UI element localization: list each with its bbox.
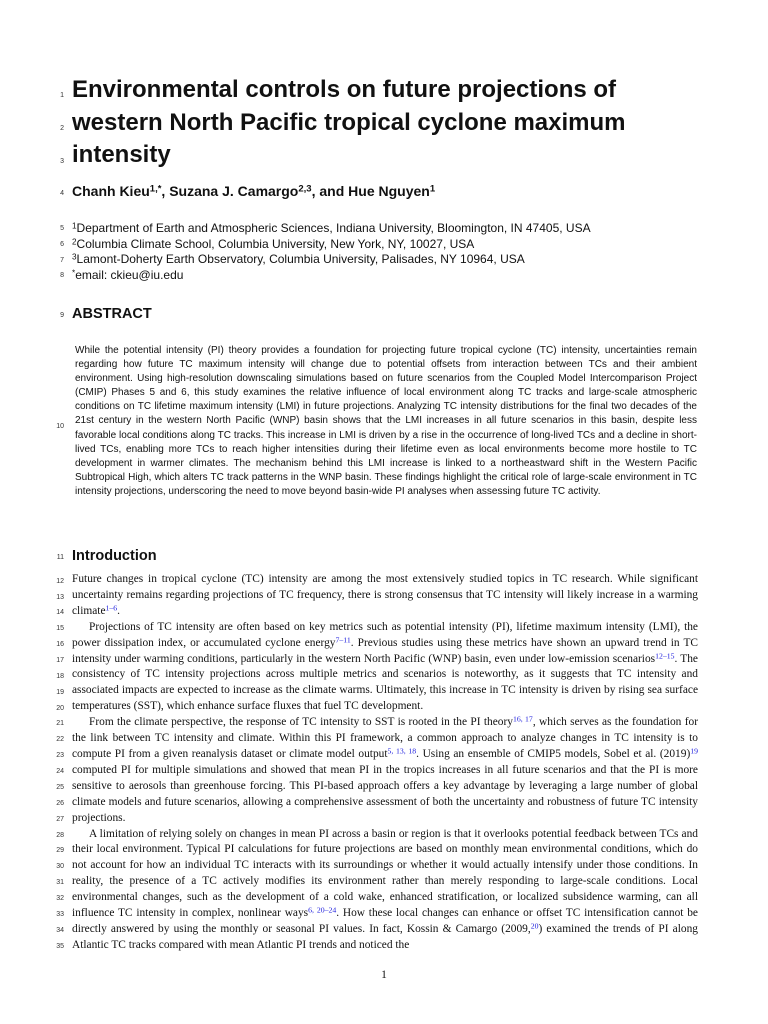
body-text-run: From the climate perspective, the response of TC intensity to SST is rooted in the PI theory bbox=[89, 716, 513, 729]
author-affiliation-mark: 1,* bbox=[149, 183, 162, 195]
author-name: Suzana J. Camargo bbox=[169, 183, 299, 199]
citation-link[interactable]: 1–6 bbox=[105, 603, 118, 613]
section-heading-introduction: Introduction bbox=[72, 548, 157, 564]
affiliation-text: Columbia Climate School, Columbia University, New York, NY, 10027, USA bbox=[76, 237, 475, 251]
body-text-run: A limitation of relying solely on changes in mean PI across a basin or region is that it overlooks potential feedback between TCs and their local environment. Typical PI calculations for future projections are based on monthly mean environmental conditions, which do not account for how an individual TC interacts with its surroundings or whether it would actually intensify under those conditions. In reality, the presence of a TC actively modifies its environment rather than merely responding to large-scale conditions. Local environmental changes, such as the development of a cold wake, enhanced stratification, or localized subsidence warming, can all influence TC intensity in complex, nonlinear ways bbox=[72, 827, 698, 920]
body-text-run: . Using an ensemble of CMIP5 models, Sobel et al. (2019) bbox=[416, 747, 691, 760]
body-text-run: . bbox=[117, 604, 121, 617]
line-number: 18 bbox=[56, 673, 64, 680]
line-number: 25 bbox=[56, 784, 64, 791]
body-text-run: Future changes in tropical cyclone (TC) intensity are among the most extensively studied topics in TC research. While significant uncertainty remains regarding projections of TC frequency, there is strong consensus that TC intensity will likely increase in a warming climate bbox=[72, 573, 698, 617]
email-text: email: ckieu@iu.edu bbox=[75, 268, 184, 282]
abstract-heading: ABSTRACT bbox=[72, 306, 152, 322]
line-number: 1 bbox=[60, 92, 64, 99]
line-number: 3 bbox=[60, 158, 64, 165]
paper-title: Environmental controls on future projections of western North Pacific tropical cyclone maximum intensity bbox=[72, 76, 626, 168]
author-name: Hue Nguyen bbox=[348, 183, 430, 199]
author-affiliation-mark: 1 bbox=[429, 183, 436, 195]
body-text-run: , which serves as the foundation for the link between TC intensity and climate. Within this PI framework, a common approach to analyze changes in TC intensity is to compute PI from a given reanalysis dataset or climate model output bbox=[72, 716, 698, 760]
line-number: 6 bbox=[60, 241, 64, 248]
line-number: 31 bbox=[56, 879, 64, 886]
citation-link[interactable]: 5, 13, 18 bbox=[387, 746, 417, 756]
line-number: 35 bbox=[56, 943, 64, 950]
body-text-run: ) examined the trends of PI along Atlantic TC tracks compared with mean Atlantic PI trends and noticed the bbox=[72, 922, 698, 951]
line-number: 32 bbox=[56, 895, 64, 902]
line-number: 11 bbox=[56, 554, 64, 561]
body-paragraph bbox=[72, 715, 698, 826]
line-number: 30 bbox=[56, 863, 64, 870]
body-text-run: . How these local changes can enhance or offset TC intensification cannot be directly answered by using the monthly or seasonal PI values. In fact, Kossin & Camargo (2009, bbox=[72, 907, 698, 935]
line-number: 13 bbox=[56, 594, 64, 601]
body-text-run: . The consistency of TC intensity projections across multiple metrics and scenarios is noteworthy, as it suggests that TC intensity and associated impacts are expected to increase as the climate warms. Ultimately, this increase in TC intensity is driven by rising sea surface temperatures (SST), which enhance surface fluxes that fuel TC development. bbox=[72, 652, 698, 713]
page-number: 1 bbox=[381, 969, 387, 981]
affiliation-mark: 2 bbox=[72, 237, 77, 247]
line-number: 26 bbox=[56, 800, 64, 807]
line-number: 27 bbox=[56, 816, 64, 823]
line-number: 24 bbox=[56, 768, 64, 775]
affiliation-mark: * bbox=[72, 268, 76, 278]
line-number: 19 bbox=[56, 689, 64, 696]
author-list bbox=[72, 183, 435, 199]
line-number: 15 bbox=[56, 625, 64, 632]
line-number: 5 bbox=[60, 225, 64, 232]
body-paragraph bbox=[72, 827, 698, 954]
line-number: 9 bbox=[60, 312, 64, 319]
corresponding-email bbox=[72, 268, 183, 282]
citation-link[interactable]: 12–15 bbox=[655, 651, 675, 661]
line-number: 22 bbox=[56, 736, 64, 743]
line-number: 29 bbox=[56, 847, 64, 854]
affiliation-text: Department of Earth and Atmospheric Sciences, Indiana University, Bloomington, IN 47405, USA bbox=[76, 221, 591, 235]
body-text-run: computed PI for multiple simulations and showed that mean PI in the tropics increases in all future scenarios and that the PI is more sensitive to aerosols than greenhouse forcing. This PI-based approach offers a key advantage by leveraging a large number of global climate models and future scenarios, allowing a comprehensive assessment of both the uncertainty and robustness of future TC intensity projections. bbox=[72, 763, 698, 824]
abstract-body: While the potential intensity (PI) theory provides a foundation for projecting future tropical cyclone (TC) intensity, uncertainties remain regarding how future TC maximum intensity will change due to potential offsets from interaction between TCs and their ambient environment. Using high-resolution downscaling simulations based on future scenarios from the Coupled Model Intercomparison Project (CMIP) Phases 5 and 6, this study examines the relative influence of local environment along TC tracks and large-scale atmospheric conditions on TC lifetime maximum intensity (LMI) in future projections. Analyzing TC intensity distributions for the final two decades of the 21st century in the western North Pacific (WNP) basin shows that the LMI increases in all future scenarios in this basin, despite less favorable local conditions along TC tracks. This increase in LMI is driven by a rise in the occurrence of long-lived TCs and a decline in short-lived TCs, enabling more TCs to reach higher intensities during their lifetime even as local environments become more hostile to TC development in warmer climates. The mechanism behind this LMI increase is linked to a northeastward shift in the Western Pacific Subtropical High, which alters TC track patterns in the WNP basin. These findings highlight the critical role of large-scale environment in TC intensity projections, underscoring the need to move beyond basin-wide PI analyses when assessing future TC activity. bbox=[75, 345, 697, 497]
affiliation-text: Lamont-Doherty Earth Observatory, Columbia University, Palisades, NY 10964, USA bbox=[76, 252, 525, 266]
affiliation-mark: 3 bbox=[72, 252, 77, 262]
citation-link[interactable]: 16, 17 bbox=[512, 714, 533, 724]
affiliation bbox=[72, 252, 525, 266]
citation-link[interactable]: 20 bbox=[530, 921, 539, 931]
line-number: 2 bbox=[60, 125, 64, 132]
line-number: 14 bbox=[56, 609, 64, 616]
author-name: Chanh Kieu bbox=[72, 183, 150, 199]
affiliation bbox=[72, 237, 474, 251]
line-number: 10 bbox=[56, 423, 64, 430]
line-number: 8 bbox=[60, 272, 64, 279]
body-text-run: . Previous studies using these metrics have shown an upward trend in TC intensity under warming conditions, particularly in the western North Pacific (WNP) basin, even under low-emission scenarios bbox=[72, 636, 698, 665]
author-separator: , and bbox=[311, 183, 349, 199]
line-number: 28 bbox=[56, 832, 64, 839]
citation-link[interactable]: 19 bbox=[690, 746, 698, 756]
body-text bbox=[72, 572, 698, 954]
body-paragraph bbox=[72, 572, 698, 620]
author-separator: , bbox=[161, 183, 170, 199]
line-number: 21 bbox=[56, 720, 64, 727]
citation-link[interactable]: 7–11 bbox=[335, 635, 351, 645]
line-number: 34 bbox=[56, 927, 64, 934]
citation-link[interactable]: 6, 20–24 bbox=[308, 905, 337, 915]
line-number: 20 bbox=[56, 705, 64, 712]
line-number: 17 bbox=[56, 657, 64, 664]
line-number: 16 bbox=[56, 641, 64, 648]
affiliation-mark: 1 bbox=[72, 221, 77, 231]
body-paragraph bbox=[72, 620, 698, 715]
affiliation bbox=[72, 221, 591, 235]
author-affiliation-mark: 2,3 bbox=[298, 183, 312, 195]
line-number: 7 bbox=[60, 257, 64, 264]
line-number: 4 bbox=[60, 190, 64, 197]
line-number: 33 bbox=[56, 911, 64, 918]
line-number: 12 bbox=[56, 578, 64, 585]
line-number: 23 bbox=[56, 752, 64, 759]
body-text-run: Projections of TC intensity are often based on key metrics such as potential intensity (PI), lifetime maximum intensity (LMI), the power dissipation index, or accumulated cyclone energy bbox=[72, 620, 698, 649]
